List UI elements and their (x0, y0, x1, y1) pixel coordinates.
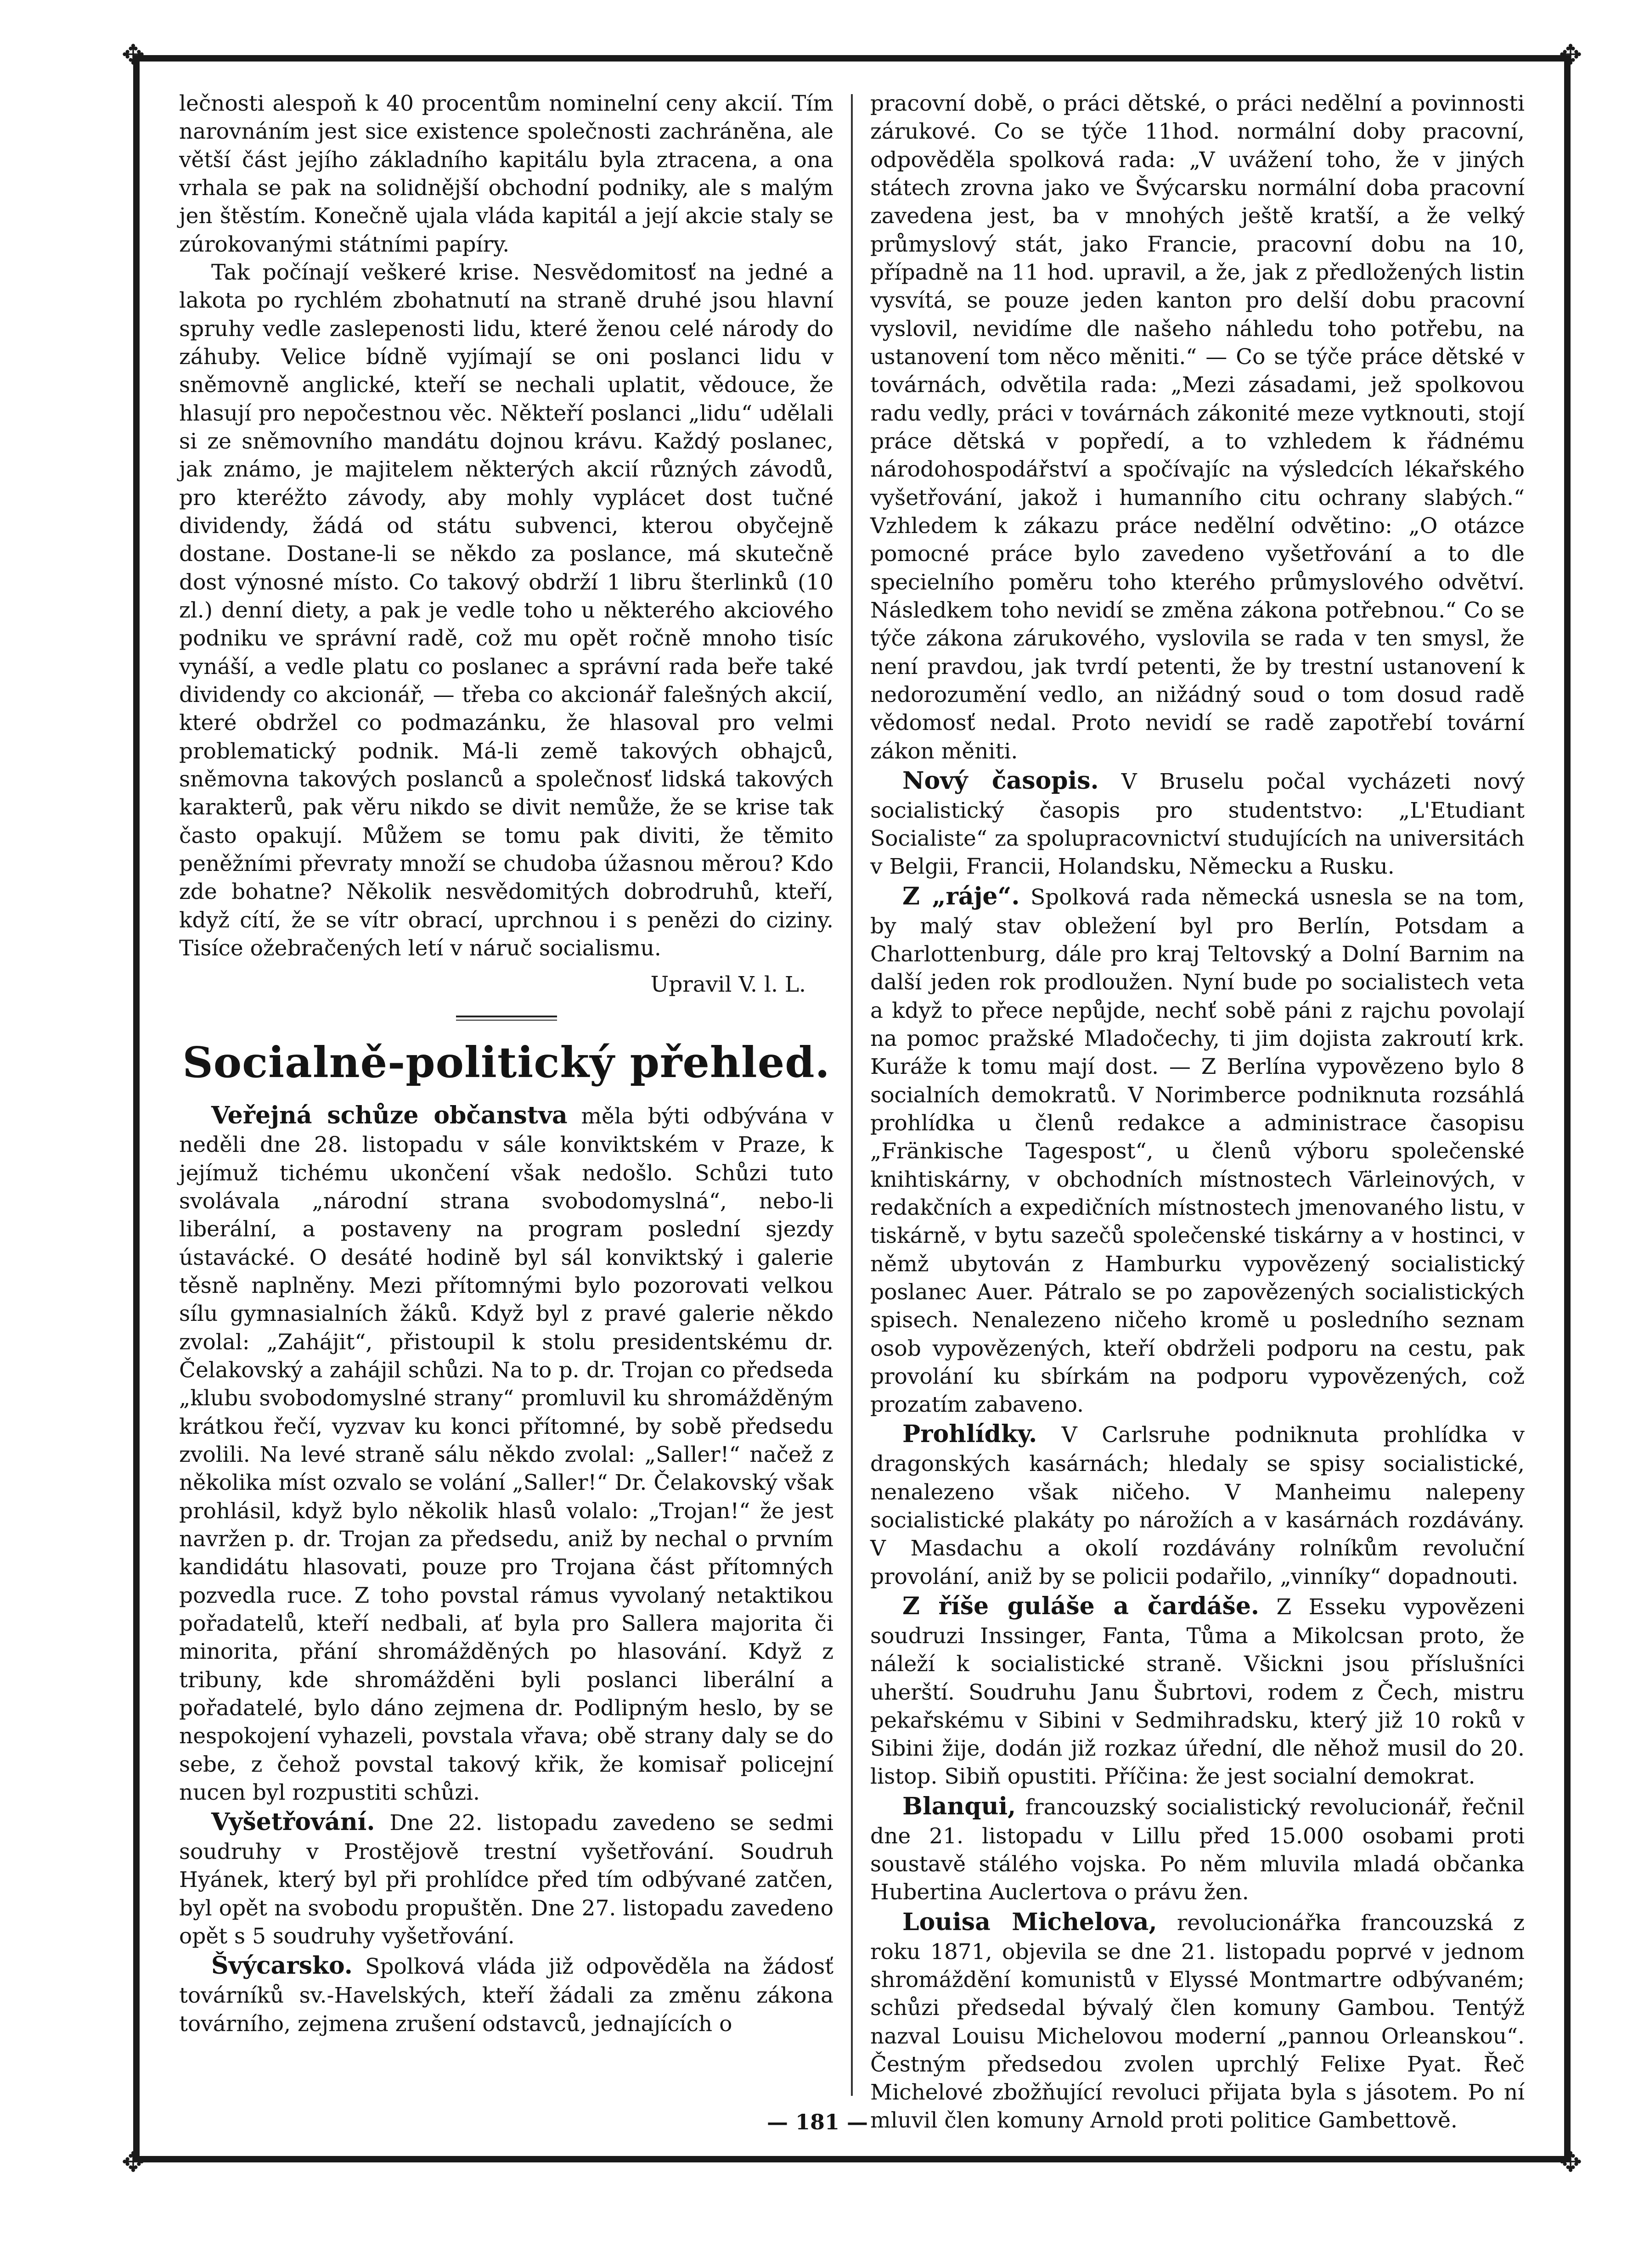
paragraph: Tak počínají veškeré krise. Nesvědomitosť na jedné a lakota po rychlém zbohatnutí na straně druhé jsou hlavní spruhy vedle zaslepenosti lidu, které ženou celé národy do záhuby. Velice bídně vyjímají se oni poslanci lidu v sněmovně anglické, kteří se nechali uplatit, vědouce, že hlasují pro nepočestnou věc. Někteří poslanci „lidu“ udělali si ze sněmovního mandátu dojnou krávu. Každý poslanec, jak známo, je majitelem některých akcií různých závodů, pro kteréžto závody, aby mohly vyplácet dost tučné dividendy, žádá od státu subvenci, kterou obyčejně dostane. Dostane-li se někdo za poslance, má skutečně dost výnosné místo. Co takový obdrží 1 libru šterlinků (10 zl.) denní diety, a pak je vedle toho u některého akciového podniku ve správní radě, což mu opět ročně mnoho tisíc vynáší, a vedle platu co poslanec a správní rada beře také dividendy co akcionář, — třeba co akcionář falešných akcií, které obdržel co podmazánku, že hlasoval pro velmi problematický podnik. Má-li země takových obhajců, sněmovna takových poslanců a společnosť lidská takových karakterů, pak věru nikdo se divit nemůže, že se krise tak často opakují. Můžem se tomu pak diviti, že těmito peněžními převraty množí se chudoba úžasnou měrou? Kdo zde bohatne? Několik nesvědomitých dobrodruhů, kteří, když cítí, že se vítr obrací, uprchnou i s penězi do ciziny. Tisíce ožebračených letí v náruč socialismu. (179, 259, 833, 961)
section-divider (456, 1016, 557, 1017)
news-item-text: francouzský socialistický revolucionář, řečnil dne 21. listopadu v Lillu před 15.000 osobami proti soustavě stálého vojska. Po něm mluvila mladá občanka Hubertina Auclertova o právu žen. (870, 1794, 1525, 1905)
author-signature: Upravil V. l. L. (650, 972, 806, 998)
paragraph: pracovní době, o práci dětské, o práci nedělní a povinnosti zárukové. Co se týče 11hod. normální doby pracovní, odpověděla spolková rada: „V uvážení toho, že v jiných státech zrovna jako ve Švýcarsku normální doba pracovní zavedena jest, ba v mnohých ještě kratší, a že velký průmyslový stát, jako Francie, pracovní dobu na 10, případně na 11 hod. upravil, a že, jak z předložených listin vysvítá, se pouze jeden kanton pro delší dobu pracovní vyslovil, nevidíme dle našeho náhledu toho potřebu, na ustanovení tom něco měniti.“ — Co se týče práce dětské v továrnách, odvětila rada: „Mezi zásadami, jež spolkovou radu vedly, práci v továrnách zákonité meze vytknouti, stojí práce dětská v popředí, a to vzhledem k řádnému národohospodářství a spočívajíc na výsledcích lékařského vyšetřování, jakož i humanního citu ochrany slabých.“ Vzhledem k zákazu práce nedělní odvětino: „O otázce pomocné práce bylo zavedeno vyšetřování a to dle specielního poměru toho kterého průmyslového odvětví. Následkem toho nevidí se změna zákona potřebnou.“ Co se týče zákona zárukového, vyslovila se rada v ten smysl, že není pravdou, jak tvrdí petenti, že by trestní ustanovení k nedorozumění vedlo, an nižádný soud o tom dosud radě vědomosť nedal. Proto nevidí se radě zapotřebí tovární zákon měniti. (870, 91, 1525, 764)
corner-ornament-icon: ✥ (121, 39, 145, 71)
news-item (179, 1950, 833, 2038)
news-item (870, 881, 1525, 1419)
news-item (870, 1419, 1525, 1591)
news-item-heading: Prohlídky. (902, 1420, 1037, 1448)
news-item-text: V Carlsruhe podniknuta prohlídka v dragonských kasárnách; hledaly se spisy socialistické, nenalezeno však ničeho. V Manheimu nalepeny socialistické plakáty po nárožích a v kasárnách rozdávány. V Masdachu a okolí rozdávány rolníkům revoluční provolání, aniž by se policii podařilo, „vinníky“ dopadnouti. (870, 1422, 1525, 1589)
news-item-heading: Švýcarsko. (211, 1952, 353, 1980)
news-item-heading: Louisa Michelova, (902, 1908, 1157, 1936)
news-item-heading: Nový časopis. (902, 766, 1099, 795)
news-item-text: měla býti odbývána v neděli dne 28. listopadu v sále konviktském v Praze, k jejímuž tichému ukončení však nedošlo. Schůzi tuto svolávala „národní strana svobodomyslná“, nebo-li liberální, a postaveny na program poslední sjezdy ústavácké. O desáté hodině byl sál konviktský i galerie těsně naplněny. Mezi přítomnými bylo pozorovati velkou sílu gymnasialních žáků. Když byl z pravé galerie někdo zvolal: „Zahájit“, přistoupil k stolu presidentskému dr. Čelakovský a zahájil schůzi. Na to p. dr. Trojan co předseda „klubu svobodomyslné strany“ promluvil ku shromážděným krátkou řečí, vyzvav ku konci přítomné, by sobě předsedu zvolili. Na levé straně sálu někdo zvolal: „Saller!“ načež z několika míst ozvalo se volání „Saller!“ Dr. Čelakovský však prohlásil, když bylo několik hlasů volalo: „Trojan!“ že jest navržen p. dr. Trojan za předsedu, aniž by nechal o prvním kandidátu hlasovati, pouze pro Trojana část přítomných pozvedla ruce. Z toho povstal rámus vyvolaný netaktikou pořadatelů, kteří nedbali, ať byla pro Sallera majorita či minorita, přání shromážděných po hlasování. Když z tribuny, kde shromážděni byli poslanci liberální a pořadatelé, bylo dáno zejmena dr. Podlipným heslo, by se nespokojení vyhazeli, povstala vřava; obě strany daly se do sebe, z čehož povstal takový křik, že komisař policejní nucen byl rozpustiti schůzi. (179, 1103, 833, 1805)
news-item-text: V Bruselu počal vycházeti nový socialistický časopis pro studentstvo: „L'Etudiant Socialiste“ za spolupracovnictví studujících na universitách v Belgii, Francii, Holandsku, Německu a Rusku. (870, 769, 1525, 880)
news-item-heading: Veřejná schůze občanstva (211, 1101, 568, 1129)
news-item-text: Spolková vláda již odpověděla na žádosť továrníků sv.-Havelských, kteří žádali za změnu zákona továrního, zejmena zrušení odstavců, jednajících o (179, 1954, 833, 2037)
corner-ornament-icon: ✥ (121, 2146, 145, 2178)
news-item-text: Spolková rada německá usnesla se na tom, by malý stav obležení byl pro Berlín, Potsdam a Charlottenburg, dále pro kraj Teltovský a Dolní Barnim na další jeden rok prodloužen. Nyní bude po socialistech veta a když to přece nepůjde, nechť sobě páni z rajchu povolají na pomoc pražské Mladočechy, ti jim dojista zakroutí krk. Kuráže k tomu mají dost. — Z Berlína vypovězeno bylo 8 socialních demokratů. V Norimberce podniknuta rozsáhlá prohlídka u členů redakce a administrace časopisu „Fränkische Tagespost“, u členů výboru společenské knihtiskárny, v obchodních místnostech Värleinových, v redakčních a expedičních místnostech jmenovaného listu, v tiskárně, v bytu sazečů společenské tiskárny a v hostinci, v němž ubytován z Hamburku vypovězený socialistický poslanec Auer. Pátralo se po zapovězených socialistických spisech. Nenalezeno ničeho kromě u posledního seznam osob vypovězených, kteří obdrželi podporu na cestu, pak provolání ku sbírkám na podporu vypovězených, což prozatím zabaveno. (870, 884, 1525, 1418)
news-item-heading: Z „ráje“. (902, 882, 1020, 910)
page-number: — 181 — (766, 2110, 868, 2134)
news-item-heading: Z říše guláše a čardáše. (902, 1592, 1260, 1620)
news-item-text: Z Esseku vypovězeni soudruzi Inssinger, Fanta, Tůma a Mikolcsan proto, že náleží k socialistické straně. Všickni jsou příslušníci uherští. Soudruhu Janu Šubrtovi, rodem z Čech, mistru pekařskému v Sibini v Sedmihradsku, který již 10 roků v Sibini žije, dodán již rozkaz úřední, dle něhož musil do 20. listop. Sibiň opustiti. Příčina: že jest socialní demokrat. (870, 1594, 1525, 1790)
right-column (870, 90, 1525, 2133)
news-item (870, 765, 1525, 881)
paragraph: lečnosti alespoň k 40 procentům nominelní ceny akcií. Tím narovnáním jest sice existence společnosti zachráněna, ale větší část jejího základního kapitálu byla ztracena, a ona vrhala se pak na solidnější obchodní podniky, ale s malým jen štěstím. Konečně ujala vláda kapitál a její akcie staly se zúrokovanými státními papíry. (179, 91, 833, 257)
section-title: Socialně-politický přehled. (182, 1037, 830, 1087)
news-item (179, 1100, 833, 1807)
corner-ornament-icon: ✥ (1559, 39, 1582, 71)
corner-ornament-icon: ✥ (1559, 2146, 1582, 2178)
news-item (870, 1907, 1525, 2135)
news-item-heading: Blanqui, (902, 1792, 1016, 1820)
news-item-text: Dne 22. listopadu zavedeno se sedmi soudruhy v Prostějově trestní vyšetřování. Soudruh Hyánek, který byl při prohlídce před tím odbývané zatčen, byl opět na svobodu propuštěn. Dne 27. listopadu zavedeno opět s 5 soudruhy vyšetřování. (179, 1810, 833, 1949)
news-item (870, 1791, 1525, 1907)
left-column (179, 90, 833, 2114)
news-item (179, 1807, 833, 1950)
news-item (870, 1591, 1525, 1791)
news-item-text: revolucionářka francouzská z roku 1871, objevila se dne 21. listopadu poprvé v jednom shromáždění komunistů v Elyssé Montmartre odbývaném; schůzi předsedal bývalý člen komuny Gambou. Tentýž nazval Louisu Michelovou moderní „pannou Orleanskou“. Čestným předsedou zvolen uprchlý Felixe Pyat. Řeč Michelové zbožňující revoluci přijata byla s jásotem. Po ní mluvil člen komuny Arnold proti politice Gambettově. (870, 1910, 1525, 2133)
news-item-heading: Vyšetřování. (211, 1808, 375, 1836)
